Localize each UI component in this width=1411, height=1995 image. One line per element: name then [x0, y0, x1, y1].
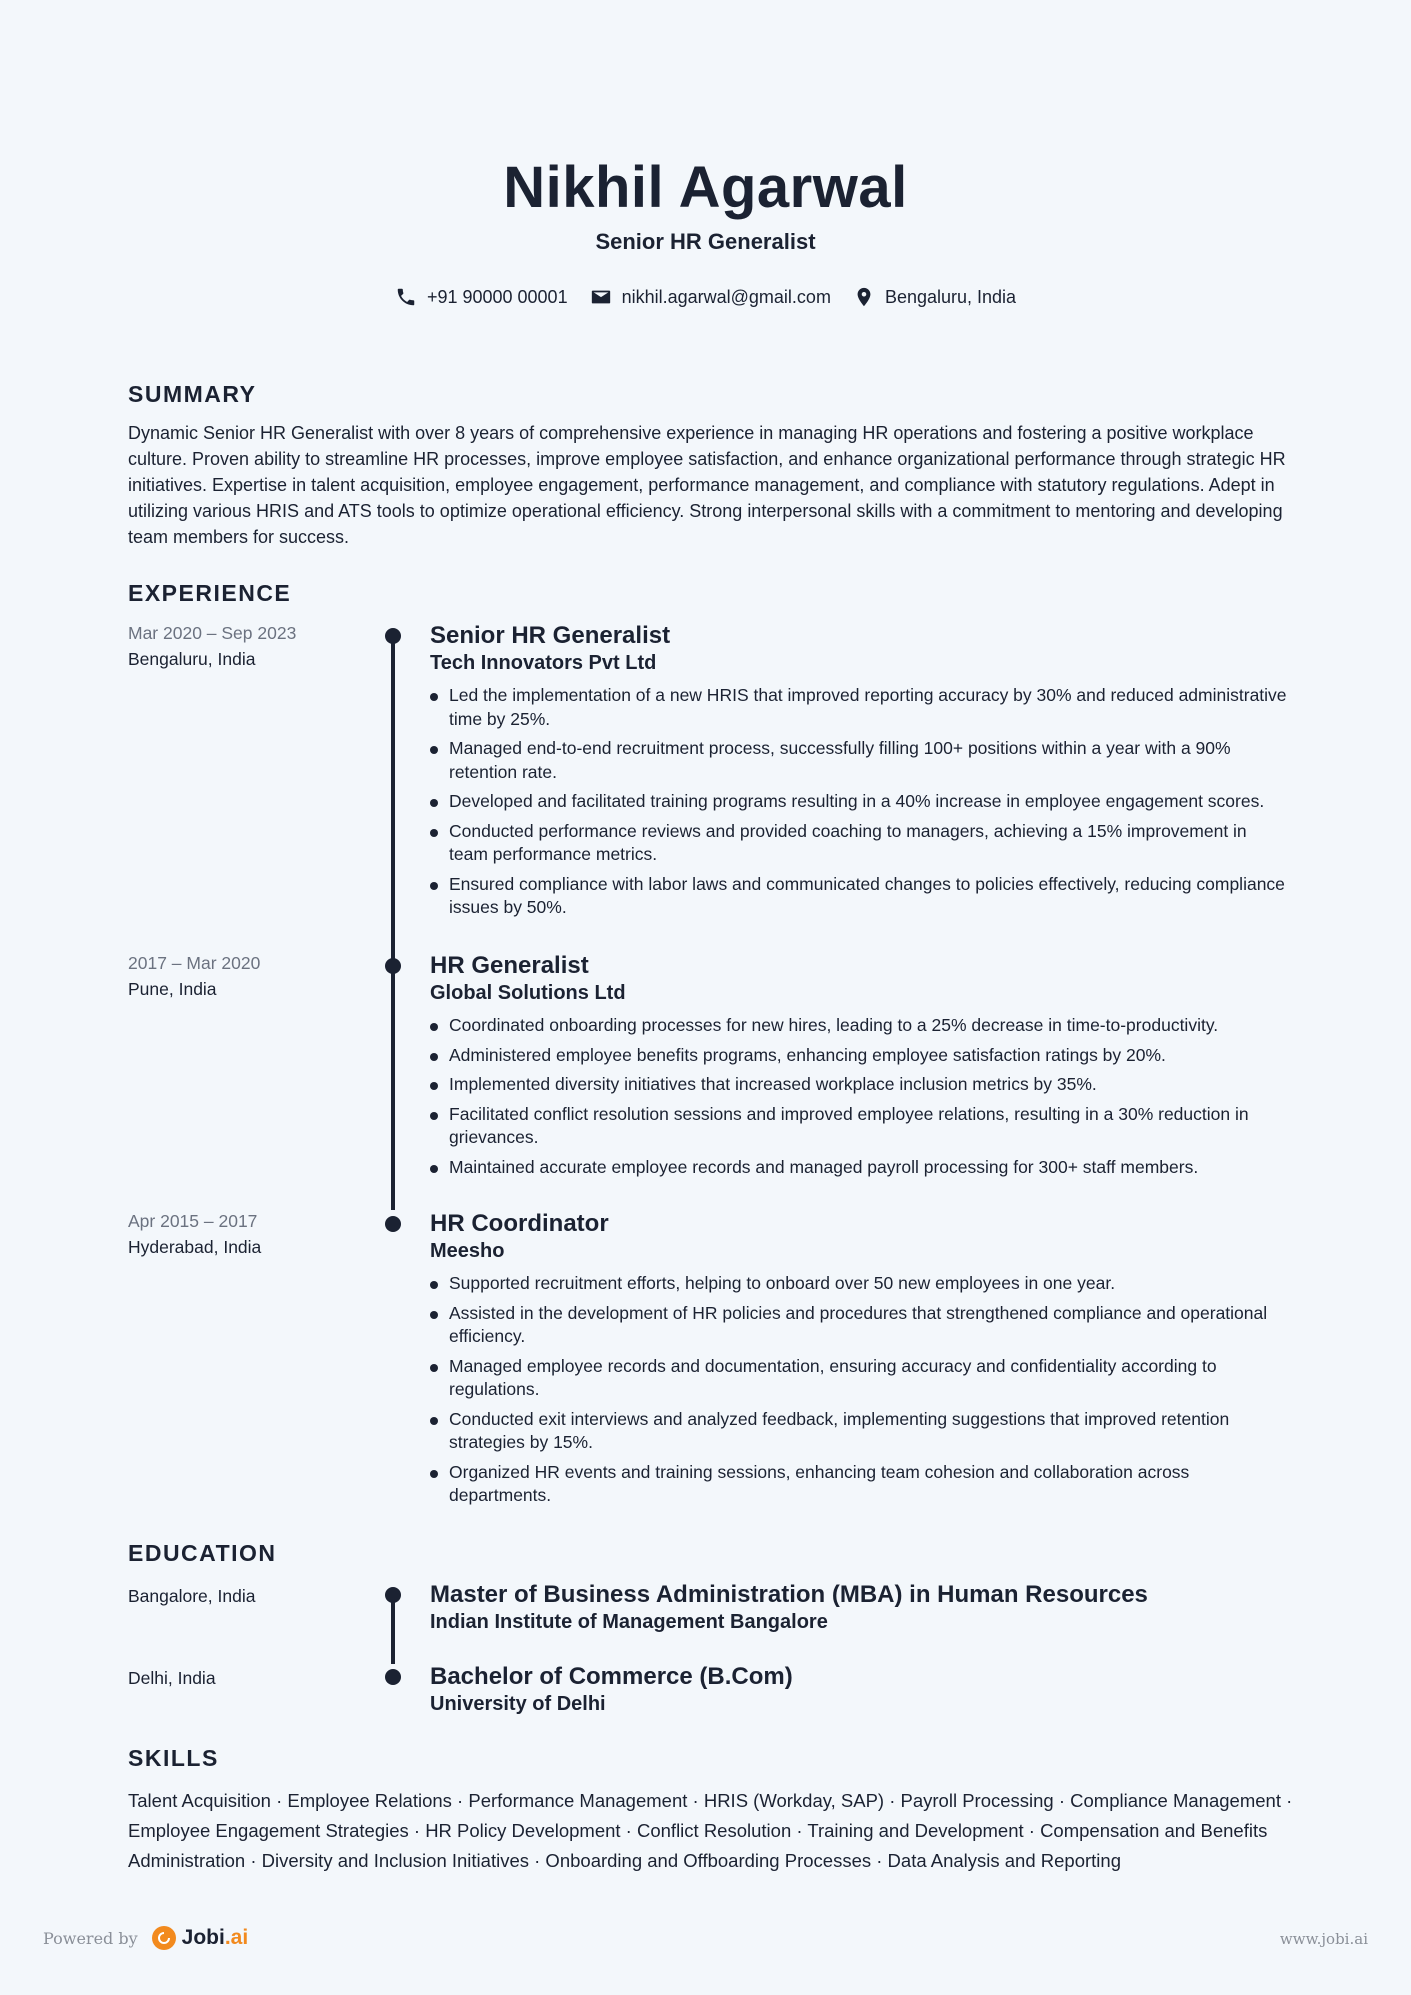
job-title: HR Generalist: [430, 952, 589, 979]
list-item: Implemented diversity initiatives that increased workplace inclusion metrics by 35%.: [430, 1073, 1290, 1097]
summary-text: Dynamic Senior HR Generalist with over 8 years of comprehensive experience in managing HR operations and fostering a positive workplace culture. Proven ability to streamline HR processes, improve employee satisfaction, and enhance organizational performance through strategic HR initiatives. Expertise in talent acquisition, employee engagement, performance management, and compliance with statutory regulations. Adept in utilizing various HRIS and ATS tools to optimize operational efficiency. Strong interpersonal skills with a commitment to mentoring and developing team members for success.: [128, 423, 1286, 547]
experience-heading: EXPERIENCE: [128, 580, 292, 606]
job-3-meta: [128, 1208, 261, 1260]
timeline-dot: [385, 1669, 401, 1685]
list-item: Developed and facilitated training programs resulting in a 40% increase in employee engagement scores.: [430, 790, 1290, 814]
job-date: Apr 2015 – 2017: [128, 1211, 258, 1231]
job-date: 2017 – Mar 2020: [128, 953, 261, 973]
list-item: Managed end-to-end recruitment process, successfully filling 100+ positions within a year with a 90% retention rate.: [430, 737, 1290, 784]
experience-timeline-line: [391, 636, 395, 1210]
job-1: [430, 622, 1290, 926]
candidate-title: Senior HR Generalist: [595, 229, 816, 254]
footer: [43, 1926, 248, 1950]
education-degree: Bachelor of Commerce (B.Com): [430, 1663, 793, 1690]
job-title: HR Coordinator: [430, 1210, 609, 1237]
skills-heading: SKILLS: [128, 1745, 219, 1771]
job-date: Mar 2020 – Sep 2023: [128, 623, 297, 643]
list-item: Organized HR events and training sessions, enhancing team cohesion and collaboration across departments.: [430, 1461, 1290, 1508]
list-item: Maintained accurate employee records and managed payroll processing for 300+ staff members.: [430, 1156, 1290, 1180]
job-location: Bengaluru, India: [128, 649, 256, 669]
contact-location: [853, 286, 1016, 308]
job-company: Meesho: [430, 1240, 505, 1262]
job-2: [430, 952, 1290, 1185]
education-timeline-line: [391, 1600, 395, 1664]
list-item: Conducted exit interviews and analyzed feedback, implementing suggestions that improved retention strategies by 15%.: [430, 1408, 1290, 1455]
logo-suffix-text: .ai: [224, 1926, 249, 1949]
job-company: Tech Innovators Pvt Ltd: [430, 652, 657, 674]
resume-header: [0, 150, 1411, 256]
timeline-dot: [385, 1216, 401, 1232]
site-link[interactable]: www.jobi.ai: [1279, 1930, 1368, 1948]
contact-phone: [395, 286, 568, 308]
list-item: Assisted in the development of HR policies and procedures that strengthened compliance and operational efficiency.: [430, 1302, 1290, 1349]
logo-main-text: Jobi: [181, 1926, 225, 1949]
education-school: Indian Institute of Management Bangalore: [430, 1611, 828, 1633]
contact-row: [0, 286, 1411, 308]
contact-email: [590, 286, 831, 308]
education-1: [430, 1581, 1290, 1635]
job-title: Senior HR Generalist: [430, 622, 671, 649]
list-item: Supported recruitment efforts, helping to onboard over 50 new employees in one year.: [430, 1272, 1290, 1296]
timeline-dot: [385, 958, 401, 974]
job-location: Pune, India: [128, 979, 217, 999]
timeline-dot: [385, 628, 401, 644]
job-1-meta: [128, 620, 296, 672]
job-2-meta: [128, 950, 260, 1002]
job-bullets: [430, 1014, 1290, 1179]
location-text: Bengaluru, India: [884, 286, 1017, 307]
list-item: Conducted performance reviews and provided coaching to managers, achieving a 15% improvement in team performance metrics.: [430, 820, 1290, 867]
skills-text: Talent Acquisition · Employee Relations · Performance Management · HRIS (Workday, SAP) · Payroll Processing · Compliance Management · Employee Engagement Strategies · HR Policy Development · Conflict Resolution · Training and Development · Compensation and Benefits Administration · Diversity and Inclusion Initiatives · Onboarding and Offboarding Processes · Data Analysis and Reporting: [128, 1790, 1293, 1871]
list-item: Led the implementation of a new HRIS that improved reporting accuracy by 30% and reduced administrative time by 25%.: [430, 684, 1290, 731]
job-bullets: [430, 684, 1290, 920]
education-heading: EDUCATION: [128, 1540, 277, 1566]
education-degree: Master of Business Administration (MBA) in Human Resources: [430, 1581, 1148, 1608]
mail-icon: [590, 286, 612, 308]
job-bullets: [430, 1272, 1290, 1508]
jobi-logo-icon: [152, 1926, 176, 1950]
education-2-meta: [128, 1665, 216, 1691]
list-item: Managed employee records and documentation, ensuring accuracy and confidentiality according to regulations.: [430, 1355, 1290, 1402]
location-pin-icon: [853, 286, 875, 308]
list-item: Facilitated conflict resolution sessions and improved employee relations, resulting in a 30% reduction in grievances.: [430, 1103, 1290, 1150]
education-location: Bangalore, India: [128, 1586, 256, 1606]
education-1-meta: [128, 1583, 255, 1609]
list-item: Ensured compliance with labor laws and communicated changes to policies effectively, reducing compliance issues by 50%.: [430, 873, 1290, 920]
powered-by-text: Powered by: [43, 1928, 138, 1948]
phone-text: +91 90000 00001: [426, 286, 568, 307]
job-location: Hyderabad, India: [128, 1237, 262, 1257]
education-location: Delhi, India: [128, 1668, 216, 1688]
list-item: Coordinated onboarding processes for new hires, leading to a 25% decrease in time-to-productivity.: [430, 1014, 1290, 1038]
list-item: Administered employee benefits programs, enhancing employee satisfaction ratings by 20%.: [430, 1044, 1290, 1068]
job-3: [430, 1210, 1290, 1514]
education-school: University of Delhi: [430, 1693, 606, 1715]
job-company: Global Solutions Ltd: [430, 982, 626, 1004]
candidate-name: Nikhil Agarwal: [503, 155, 908, 220]
timeline-dot: [385, 1587, 401, 1603]
education-2: [430, 1663, 1290, 1717]
jobi-logo[interactable]: [152, 1926, 249, 1950]
phone-icon: [395, 286, 417, 308]
summary-heading: SUMMARY: [128, 381, 257, 407]
email-text: nikhil.agarwal@gmail.com: [621, 286, 831, 307]
